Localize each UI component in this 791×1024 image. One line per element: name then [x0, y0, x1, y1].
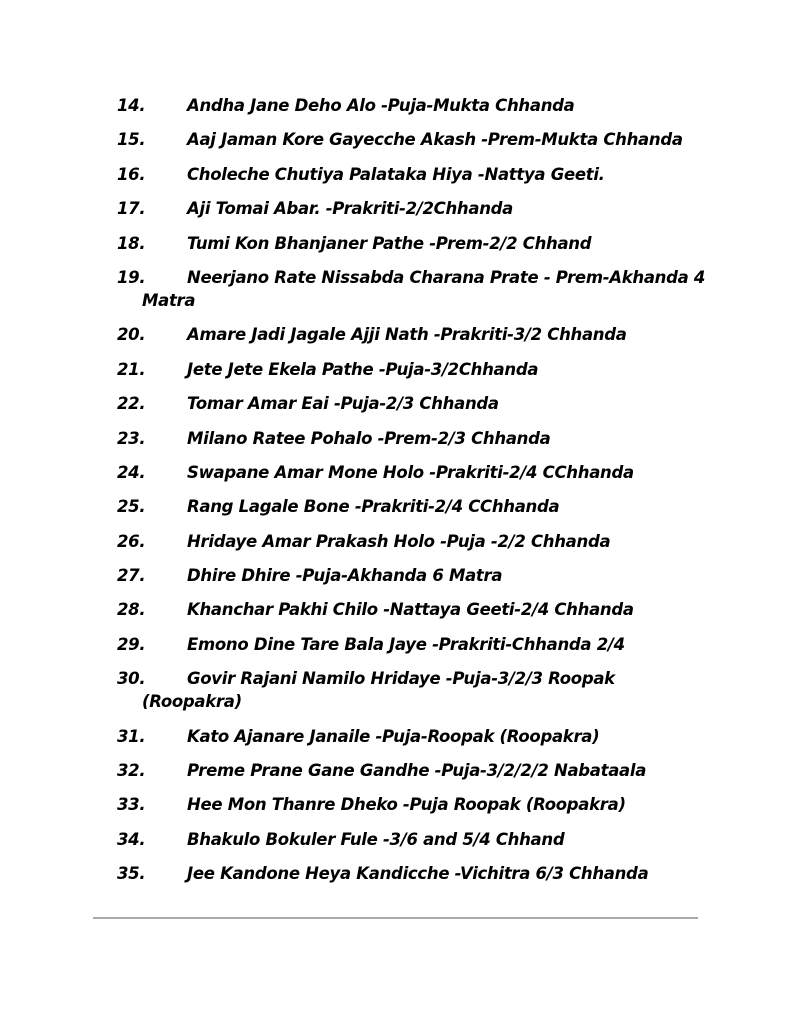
item-text: Aji Tomai Abar. -Prakriti-2/2Chhanda [187, 199, 514, 219]
list-item [117, 163, 717, 186]
list-item [117, 266, 717, 312]
item-number: 19. [117, 267, 146, 287]
item-number: 21. [117, 359, 146, 379]
item-number: 24. [117, 462, 146, 482]
item-number: 17. [117, 199, 146, 219]
list-item [117, 197, 717, 220]
list-item [117, 358, 717, 381]
item-number: 26. [117, 531, 146, 551]
item-number: 30. [117, 669, 146, 689]
item-number: 14. [117, 96, 146, 115]
song-list [117, 94, 717, 897]
list-item [117, 598, 717, 621]
item-text: Jee Kandone Heya Kandicche -Vichitra 6/3 Chhanda [187, 864, 649, 884]
item-number: 23. [117, 428, 146, 448]
item-number: 29. [117, 634, 146, 654]
item-text: Dhire Dhire -Puja-Akhanda 6 Matra [187, 566, 503, 586]
list-item [117, 392, 717, 415]
list-item [117, 759, 717, 782]
item-number: 32. [117, 761, 146, 781]
item-number: 20. [117, 325, 146, 345]
list-item [117, 94, 717, 117]
item-text: Kato Ajanare Janaile -Puja-Roopak (Roopakra) [187, 726, 600, 746]
item-text: Hridaye Amar Prakash Holo -Puja -2/2 Chhanda [187, 531, 611, 551]
item-number: 25. [117, 497, 146, 517]
item-number: 27. [117, 566, 146, 586]
item-text: Hee Mon Thanre Dheko -Puja Roopak (Roopakra) [187, 795, 626, 815]
item-text: Emono Dine Tare Bala Jaye -Prakriti-Chhanda 2/4 [187, 634, 625, 654]
item-text: Milano Ratee Pohalo -Prem-2/3 Chhanda [187, 428, 551, 448]
item-text: Preme Prane Gane Gandhe -Puja-3/2/2/2 Nabataala [187, 761, 647, 781]
list-item [117, 633, 717, 656]
list-item [117, 427, 717, 450]
item-text: Tumi Kon Bhanjaner Pathe -Prem-2/2 Chhand [187, 233, 592, 253]
list-item [117, 862, 717, 885]
list-item [117, 793, 717, 816]
item-number: 15. [117, 130, 146, 150]
item-text: Tomar Amar Eai -Puja-2/3 Chhanda [187, 394, 499, 414]
item-text: Bhakulo Bokuler Fule -3/6 and 5/4 Chhand [187, 829, 565, 849]
item-text: Jete Jete Ekela Pathe -Puja-3/2Chhanda [187, 359, 539, 379]
item-number: 18. [117, 233, 146, 253]
list-item [117, 461, 717, 484]
list-item [117, 530, 717, 553]
footer-divider [93, 917, 698, 919]
item-number: 22. [117, 394, 146, 414]
item-number: 28. [117, 600, 146, 620]
item-text: Khanchar Pakhi Chilo -Nattaya Geeti-2/4 Chhanda [187, 600, 634, 620]
list-item [117, 232, 717, 255]
item-text: Andha Jane Deho Alo -Puja-Mukta Chhanda [187, 96, 575, 115]
list-item [117, 828, 717, 851]
list-item [117, 128, 717, 151]
item-text: Govir Rajani Namilo Hridaye -Puja-3/2/3 Roopak (Roopakra) [142, 669, 615, 712]
list-item [117, 667, 717, 713]
list-item [117, 495, 717, 518]
item-number: 35. [117, 864, 146, 884]
item-number: 16. [117, 164, 146, 184]
item-text: Neerjano Rate Nissabda Charana Prate - Prem-Akhanda 4 Matra [142, 267, 706, 310]
item-number: 31. [117, 726, 146, 746]
item-text: Rang Lagale Bone -Prakriti-2/4 CChhanda [187, 497, 560, 517]
list-item [117, 564, 717, 587]
item-text: Aaj Jaman Kore Gayecche Akash -Prem-Mukta Chhanda [187, 130, 683, 150]
list-item [117, 725, 717, 748]
list-item [117, 323, 717, 346]
item-number: 33. [117, 795, 146, 815]
item-text: Choleche Chutiya Palataka Hiya -Nattya Geeti. [187, 164, 605, 184]
item-number: 34. [117, 829, 146, 849]
item-text: Amare Jadi Jagale Ajji Nath -Prakriti-3/2 Chhanda [187, 325, 627, 345]
item-text: Swapane Amar Mone Holo -Prakriti-2/4 CChhanda [187, 462, 634, 482]
